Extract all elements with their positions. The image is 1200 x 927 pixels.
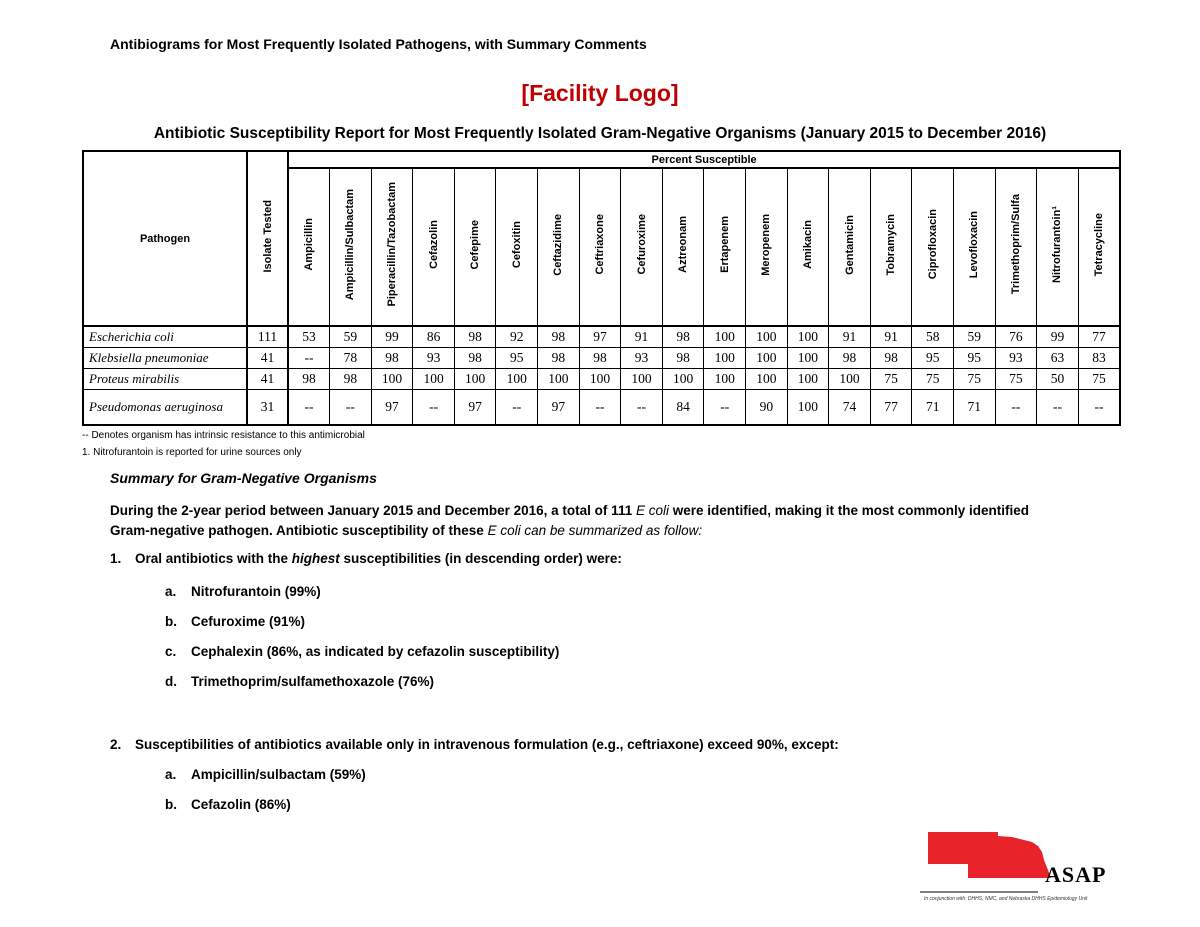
susceptibility-cell: 100: [621, 369, 663, 390]
susceptibility-cell: 78: [330, 348, 372, 369]
pathogen-name: Escherichia coli: [83, 326, 247, 348]
sub-item-letter: c.: [165, 644, 177, 659]
sub-item-letter: b.: [165, 797, 177, 812]
isolate-count: 41: [247, 369, 288, 390]
susceptibility-cell: 83: [1078, 348, 1120, 369]
susceptibility-cell: 100: [371, 369, 413, 390]
susceptibility-cell: 100: [454, 369, 496, 390]
isolate-count: 41: [247, 348, 288, 369]
susceptibility-cell: --: [288, 348, 330, 369]
antibiotic-header: Aztreonam: [662, 168, 704, 326]
table-row: [83, 326, 1120, 348]
antibiotic-header: Gentamicin: [829, 168, 871, 326]
sub-item-text: Trimethoprim/sulfamethoxazole (76%): [191, 674, 435, 689]
susceptibility-cell: 98: [829, 348, 871, 369]
pathogen-name: Klebsiella pneumoniae: [83, 348, 247, 369]
antibiotic-header: Cefazolin: [413, 168, 455, 326]
susceptibility-cell: 98: [538, 348, 580, 369]
sub-item-text: Ampicillin/sulbactam (59%): [191, 767, 366, 782]
susceptibility-cell: --: [330, 390, 372, 426]
table-row: [83, 369, 1120, 390]
sub-item-text: Cefuroxime (91%): [191, 614, 306, 629]
summary-paragraph: During the 2-year period between January 2015 and December 2016, a total of 111 E coli were identified, making it the most commonly identified Gram-negative pathogen. Antibiotic susceptibility of these E coli can be summarized as follow:: [110, 503, 1030, 538]
antibiotic-header: Cefoxitin: [496, 168, 538, 326]
list-item-2: Susceptibilities of antibiotics available only in intravenous formulation (e.g., ceftriaxone) exceed 90%, except:: [135, 737, 839, 752]
susceptibility-cell: 76: [995, 326, 1037, 348]
list-number-1: 1.: [110, 551, 122, 566]
susceptibility-cell: 98: [454, 326, 496, 348]
antibiotic-header: Piperacillin/Tazobactam: [371, 168, 413, 326]
susceptibility-cell: 100: [787, 348, 829, 369]
antibiotic-header: Meropenem: [746, 168, 788, 326]
report-title: Antibiotic Susceptibility Report for Most Frequently Isolated Gram-Negative Organisms (January 2015 to December 2016): [153, 125, 1047, 142]
footnote-nitrofurantoin: 1. Nitrofurantoin is reported for urine sources only: [82, 447, 302, 458]
susceptibility-cell: --: [288, 390, 330, 426]
susceptibility-cell: --: [579, 390, 621, 426]
summary-title: Summary for Gram-Negative Organisms: [110, 470, 377, 486]
pathogen-name: Proteus mirabilis: [83, 369, 247, 390]
susceptibility-cell: 100: [538, 369, 580, 390]
antibiotic-header: Cefuroxime: [621, 168, 663, 326]
susceptibility-cell: 93: [995, 348, 1037, 369]
susceptibility-cell: 95: [912, 348, 954, 369]
susceptibility-cell: 77: [1078, 326, 1120, 348]
susceptibility-cell: 100: [787, 326, 829, 348]
antibiotic-header: Ampicillin/Sulbactam: [330, 168, 372, 326]
susceptibility-cell: 100: [746, 326, 788, 348]
susceptibility-cell: 93: [413, 348, 455, 369]
pathogen-header: Pathogen: [83, 151, 247, 326]
susceptibility-cell: 75: [912, 369, 954, 390]
susceptibility-cell: 98: [288, 369, 330, 390]
susceptibility-cell: 95: [954, 348, 996, 369]
susceptibility-cell: 98: [538, 326, 580, 348]
susceptibility-cell: 100: [579, 369, 621, 390]
sub-item-letter: a.: [165, 767, 177, 782]
nebraska-map-shape: [928, 832, 1051, 878]
facility-logo-placeholder: [Facility Logo]: [521, 80, 679, 106]
susceptibility-cell: 97: [538, 390, 580, 426]
susceptibility-cell: 90: [746, 390, 788, 426]
antibiotic-header: Tobramycin: [870, 168, 912, 326]
antibiotic-header: Ceftazidime: [538, 168, 580, 326]
footnote-intrinsic-resistance: -- Denotes organism has intrinsic resistance to this antimicrobial: [82, 430, 365, 441]
sub-item-text: Cefazolin (86%): [191, 797, 291, 812]
susceptibility-cell: --: [413, 390, 455, 426]
susceptibility-cell: --: [704, 390, 746, 426]
susceptibility-cell: 77: [870, 390, 912, 426]
table-row: [83, 348, 1120, 369]
page-header: Antibiograms for Most Frequently Isolated Pathogens, with Summary Comments: [110, 36, 647, 52]
susceptibility-cell: 75: [1078, 369, 1120, 390]
susceptibility-cell: 98: [579, 348, 621, 369]
susceptibility-cell: 50: [1037, 369, 1079, 390]
susceptibility-cell: 84: [662, 390, 704, 426]
susceptibility-cell: 91: [621, 326, 663, 348]
antibiotic-header: Levofloxacin: [954, 168, 996, 326]
susceptibility-cell: --: [496, 390, 538, 426]
susceptibility-cell: 71: [954, 390, 996, 426]
antibiotic-header: Ceftriaxone: [579, 168, 621, 326]
percent-susceptible-header: Percent Susceptible: [288, 151, 1120, 168]
sub-item-letter: d.: [165, 674, 177, 689]
susceptibility-cell: 92: [496, 326, 538, 348]
susceptibility-cell: 53: [288, 326, 330, 348]
susceptibility-cell: 74: [829, 390, 871, 426]
susceptibility-cell: 100: [413, 369, 455, 390]
asap-wordmark: ASAP: [1045, 862, 1107, 887]
table-row: [83, 390, 1120, 426]
list-item-1: Oral antibiotics with the highest susceptibilities (in descending order) were:: [135, 551, 622, 566]
sub-item-letter: b.: [165, 614, 177, 629]
list-number-2: 2.: [110, 737, 122, 752]
susceptibility-cell: 97: [371, 390, 413, 426]
susceptibility-cell: 100: [746, 348, 788, 369]
susceptibility-cell: 100: [704, 348, 746, 369]
susceptibility-cell: 59: [954, 326, 996, 348]
susceptibility-cell: --: [995, 390, 1037, 426]
susceptibility-cell: 95: [496, 348, 538, 369]
antibiotic-header: Tetracycline: [1078, 168, 1120, 326]
antibiotic-header: Nitrofurantoin¹: [1037, 168, 1079, 326]
susceptibility-cell: 98: [454, 348, 496, 369]
isolate-count: 31: [247, 390, 288, 426]
susceptibility-cell: 98: [330, 369, 372, 390]
isolate-tested-header: Isolate Tested: [247, 151, 288, 326]
susceptibility-cell: 59: [330, 326, 372, 348]
susceptibility-cell: 98: [662, 348, 704, 369]
susceptibility-cell: 100: [662, 369, 704, 390]
susceptibility-cell: 100: [746, 369, 788, 390]
susceptibility-cell: 99: [1037, 326, 1079, 348]
antibiotic-header: Ampicillin: [288, 168, 330, 326]
susceptibility-cell: 75: [870, 369, 912, 390]
susceptibility-cell: 100: [787, 369, 829, 390]
susceptibility-cell: --: [1078, 390, 1120, 426]
susceptibility-cell: 100: [496, 369, 538, 390]
sub-item-text: Nitrofurantoin (99%): [191, 584, 321, 599]
susceptibility-cell: 75: [954, 369, 996, 390]
susceptibility-cell: 97: [454, 390, 496, 426]
susceptibility-cell: --: [1037, 390, 1079, 426]
susceptibility-cell: 91: [829, 326, 871, 348]
antibiotic-header: Ertapenem: [704, 168, 746, 326]
susceptibility-cell: 71: [912, 390, 954, 426]
susceptibility-cell: 100: [829, 369, 871, 390]
antibiogram-table: [82, 150, 1121, 426]
sub-item-text: Cephalexin (86%, as indicated by cefazolin susceptibility): [191, 644, 560, 659]
asap-tagline: In conjunction with: DHHS, NMC, and Nebraska DHHS Epidemiology Unit: [924, 896, 1088, 902]
susceptibility-cell: 98: [371, 348, 413, 369]
susceptibility-cell: --: [621, 390, 663, 426]
susceptibility-cell: 91: [870, 326, 912, 348]
antibiotic-header: Cefepime: [454, 168, 496, 326]
susceptibility-cell: 98: [870, 348, 912, 369]
susceptibility-cell: 97: [579, 326, 621, 348]
antibiotic-header: Amikacin: [787, 168, 829, 326]
susceptibility-cell: 75: [995, 369, 1037, 390]
sub-item-letter: a.: [165, 584, 177, 599]
pathogen-name: Pseudomonas aeruginosa: [83, 390, 247, 426]
susceptibility-cell: 100: [787, 390, 829, 426]
susceptibility-cell: 100: [704, 369, 746, 390]
susceptibility-cell: 58: [912, 326, 954, 348]
antibiotic-header: Trimethoprim/Sulfa: [995, 168, 1037, 326]
susceptibility-cell: 99: [371, 326, 413, 348]
antibiotic-header: Ciprofloxacin: [912, 168, 954, 326]
susceptibility-cell: 93: [621, 348, 663, 369]
susceptibility-cell: 98: [662, 326, 704, 348]
isolate-count: 111: [247, 326, 288, 348]
susceptibility-cell: 63: [1037, 348, 1079, 369]
susceptibility-cell: 86: [413, 326, 455, 348]
susceptibility-cell: 100: [704, 326, 746, 348]
